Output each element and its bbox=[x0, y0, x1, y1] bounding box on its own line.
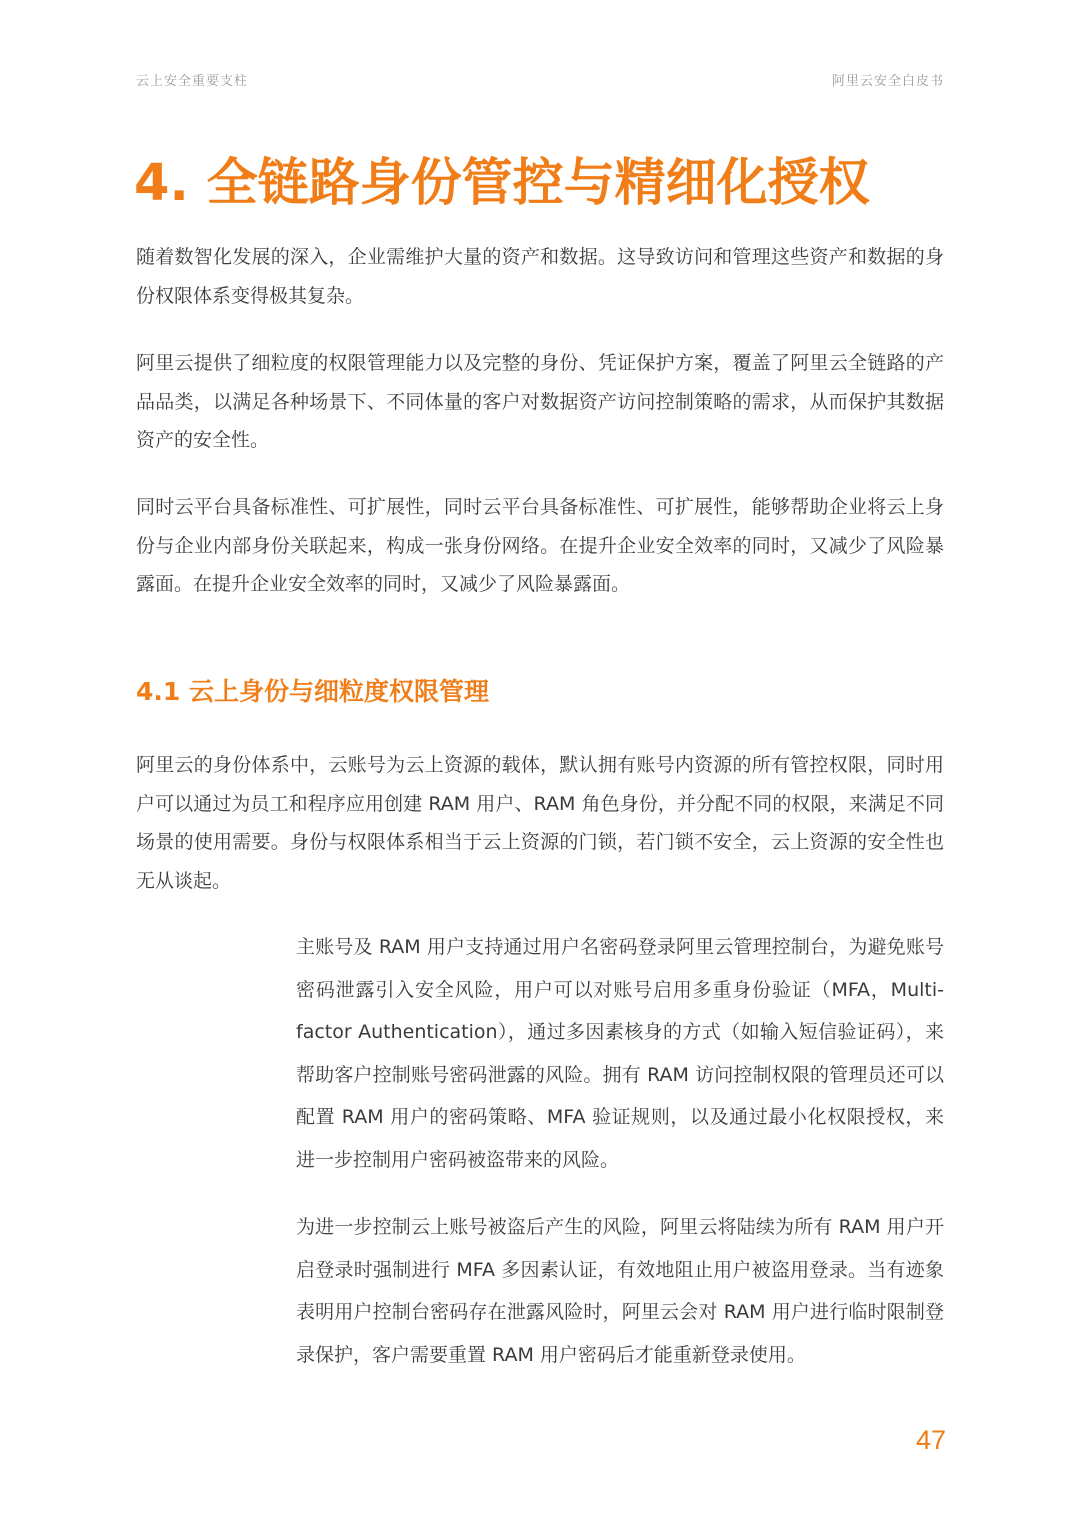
header-document-title: 阿里云安全白皮书 bbox=[831, 74, 944, 89]
page-number: 47 bbox=[915, 1425, 946, 1455]
running-header bbox=[136, 70, 944, 92]
header-section-label: 云上安全重要支柱 bbox=[136, 74, 249, 89]
section-paragraph: 阿里云的身份体系中，云账号为云上资源的载体，默认拥有账号内资源的所有管控权限，同时用户可以通过为员工和程序应用创建 RAM 用户、RAM 角色身份，并分配不同的权限，来满足不同场景的使用需要。身份与权限体系相当于云上资源的门锁，若门锁不安全，云上资源的安全性也无从谈起。 bbox=[136, 754, 944, 892]
intro-paragraph: 同时云平台具备标准性、可扩展性，同时云平台具备标准性、可扩展性，能够帮助企业将云上身份与企业内部身份关联起来，构成一张身份网络。在提升企业安全效率的同时，又减少了风险暴露面。在提升企业安全效率的同时，又减少了风险暴露面。 bbox=[136, 496, 944, 595]
chapter-title: 4. 全链路身份管控与精细化授权 bbox=[134, 154, 870, 213]
section-title: 4.1 云上身份与细粒度权限管理 bbox=[136, 677, 489, 706]
indented-paragraph: 为进一步控制云上账号被盗后产生的风险，阿里云将陆续为所有 RAM 用户开启登录时强制进行 MFA 多因素认证，有效地阻止用户被盗用登录。当有迹象表明用户控制台密码存在泄露风险时，阿里云会对 RAM 用户进行临时限制登录保护，客户需要重置 RAM 用户密码后才能重新登录使用。 bbox=[296, 1216, 944, 1366]
indented-paragraph: 主账号及 RAM 用户支持通过用户名密码登录阿里云管理控制台，为避免账号密码泄露引入安全风险，用户可以对账号启用多重身份验证（MFA，Multi-factor Authentication），通过多因素核身的方式（如输入短信验证码），来帮助客户控制账号密码泄露的风险。拥有 RAM 访问控制权限的管理员还可以配置 RAM 用户的密码策略、MFA 验证规则，以及通过最小化权限授权，来进一步控制用户密码被盗带来的风险。 bbox=[296, 936, 944, 1171]
intro-paragraph: 阿里云提供了细粒度的权限管理能力以及完整的身份、凭证保护方案，覆盖了阿里云全链路的产品品类，以满足各种场景下、不同体量的客户对数据资产访问控制策略的需求，从而保护其数据资产的安全性。 bbox=[136, 352, 944, 451]
intro-paragraph: 随着数智化发展的深入，企业需维护大量的资产和数据。这导致访问和管理这些资产和数据的身份权限体系变得极其复杂。 bbox=[136, 246, 944, 307]
